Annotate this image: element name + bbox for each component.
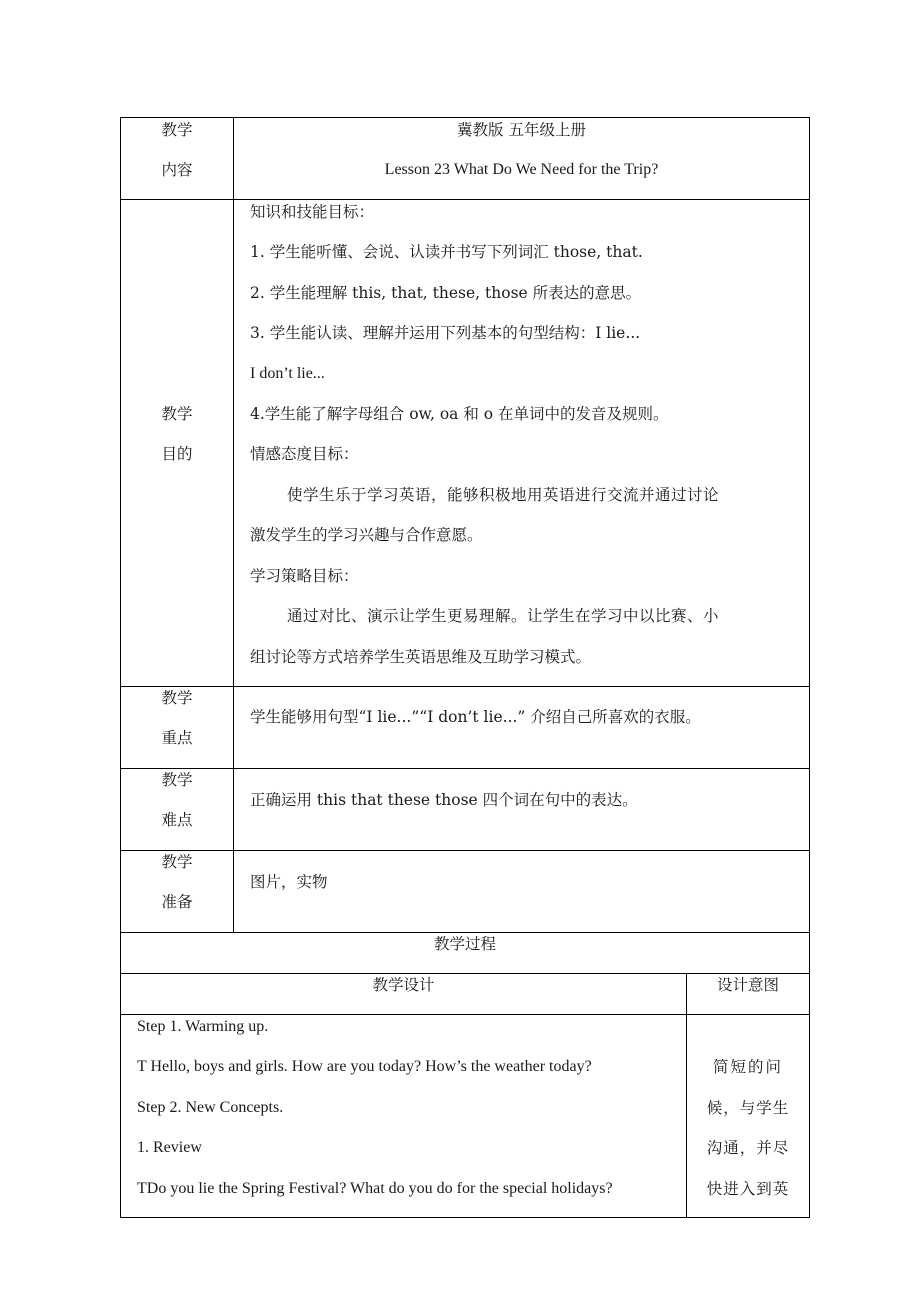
step-line-4: 1. Review: [137, 1139, 202, 1156]
objective-item-3: 3. 学生能认读、理解并运用下列基本的句型结构：I lie...: [250, 324, 641, 342]
textbook-title: 冀教版 五年级上册: [457, 121, 586, 139]
table-line-6: [120, 973, 810, 974]
table-line-3: [120, 768, 810, 769]
table-line-right: [809, 117, 810, 1218]
process-title: 教学过程: [433, 935, 496, 953]
keypoints-label-2: 重点: [161, 729, 193, 747]
intent-line-1: 简短的问: [712, 1058, 783, 1076]
table-line-left: [120, 117, 121, 1218]
column-design: 教学设计: [372, 976, 435, 994]
step-line-5: TDo you lie the Spring Festival? What do you do for the special holidays?: [137, 1180, 613, 1197]
column-intent: 设计意图: [716, 976, 779, 994]
step-line-3: Step 2. New Concepts.: [137, 1099, 284, 1116]
step-line-2: T Hello, boys and girls. How are you today? How’s the weather today?: [137, 1058, 592, 1075]
objective-item-3b: I don’t lie...: [250, 365, 325, 382]
difficulties-label-2: 难点: [161, 811, 193, 829]
table-line-label-col: [233, 117, 234, 933]
objective-item-4: 4.学生能了解字母组合 ow, oa 和 o 在单词中的发音及规则。: [250, 405, 669, 423]
objective-item-2: 2. 学生能理解 this, that, these, those 所表达的意思。: [250, 284, 642, 302]
table-line-5: [120, 932, 810, 933]
intent-line-2: 候，与学生: [706, 1099, 790, 1117]
table-line-7: [120, 1014, 810, 1015]
table-line-2: [120, 686, 810, 687]
emotion-line-1: 使学生乐于学习英语，能够积极地用英语进行交流并通过讨论: [287, 486, 720, 504]
preparation-text: 图片，实物: [250, 873, 328, 891]
intent-line-3: 沟通，并尽: [706, 1139, 790, 1157]
step-line-1: Step 1. Warming up.: [137, 1018, 269, 1035]
difficulties-label-1: 教学: [161, 771, 193, 789]
table-line-4: [120, 850, 810, 851]
objectives-label-1: 教学: [161, 405, 193, 423]
strategy-line-2: 组讨论等方式培养学生英语思维及互助学习模式。: [250, 648, 592, 666]
preparation-label-2: 准备: [161, 893, 193, 911]
content-label-1: 教学: [161, 121, 193, 139]
keypoints-text: 学生能够用句型“I lie...”“I don’t lie...” 介绍自己所喜欢的衣服。: [250, 708, 701, 726]
table-line-bottom: [120, 1217, 810, 1218]
table-line-1: [120, 199, 810, 200]
preparation-label-1: 教学: [161, 853, 193, 871]
keypoints-label-1: 教学: [161, 689, 193, 707]
difficulties-text: 正确运用 this that these those 四个词在句中的表达。: [250, 791, 638, 809]
strategy-heading: 学习策略目标：: [250, 567, 359, 585]
knowledge-heading: 知识和技能目标：: [250, 203, 375, 221]
emotion-line-2: 激发学生的学习兴趣与合作意愿。: [250, 526, 483, 544]
intent-line-4: 快进入到英: [706, 1180, 790, 1198]
lesson-title: Lesson 23 What Do We Need for the Trip?: [384, 161, 659, 178]
content-label-2: 内容: [161, 161, 193, 179]
strategy-line-1: 通过对比、演示让学生更易理解。让学生在学习中以比赛、小: [287, 607, 720, 625]
table-line-top: [120, 117, 810, 118]
objective-item-1: 1. 学生能听懂、会说、认读并书写下列词汇 those, that.: [250, 243, 643, 261]
objectives-label-2: 目的: [161, 445, 193, 463]
emotion-heading: 情感态度目标：: [250, 445, 359, 463]
